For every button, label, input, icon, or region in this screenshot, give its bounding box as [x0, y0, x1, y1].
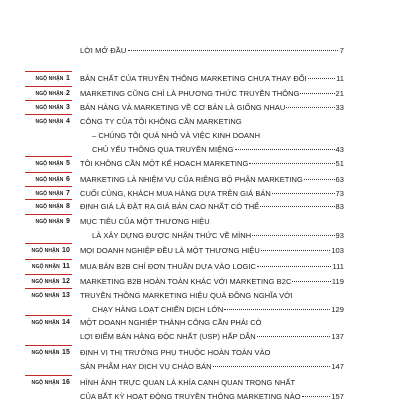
entry-label-number: 14 [62, 319, 70, 326]
entry-title-text: – CHÚNG TÔI QUÁ NHỎ VÀ VIỆC KINH DOANH [92, 131, 261, 141]
entry-title-text: HÌNH ẢNH TRỰC QUAN LÀ KHÍA CẠNH QUAN TRỌNG NHẤT [80, 378, 296, 387]
entry-red-rule [25, 288, 72, 289]
entry-red-rule [25, 186, 72, 187]
entry-label-text: NGỘ NHẬN [35, 177, 65, 183]
entry-label [0, 348, 70, 358]
entry-line [80, 202, 344, 211]
entry-line [80, 103, 344, 112]
entry-title-text: MARKETING CŨNG CHỈ LÀ PHƯƠNG THỨC TRUYỀN THÔNG [80, 89, 300, 98]
entry-label-number: 9 [66, 218, 70, 225]
entry-line [92, 145, 344, 154]
entry-label [0, 318, 70, 328]
entry-line [80, 89, 344, 98]
entry-label [0, 189, 70, 199]
entry-label [0, 202, 70, 212]
entry-label [0, 103, 70, 113]
dot-leader [128, 50, 337, 51]
entry-label-text: NGỘ NHẬN [35, 161, 65, 167]
entry-label-text: NGỘ NHẬN [35, 91, 65, 97]
entry-red-rule [25, 375, 72, 376]
dot-leader [261, 250, 331, 251]
entry-label-text: NGỘ NHẬN [35, 204, 65, 210]
dot-leader [235, 149, 335, 150]
entry-red-rule [25, 71, 72, 72]
entry-line [80, 362, 344, 371]
entry-line [80, 175, 344, 184]
entry-title-text: BÁN HÀNG VÀ MARKETING VỀ CƠ BẢN LÀ GIỐNG NHAU [80, 103, 286, 112]
entry-page-number: 157 [331, 392, 344, 401]
entry-page-number: 73 [335, 189, 344, 198]
dot-leader [308, 78, 335, 79]
dot-leader [257, 266, 332, 267]
entry-line [80, 348, 344, 357]
entry-page-number: 137 [331, 332, 344, 342]
entry-title-text: LỢI ĐIỂM BÁN HÀNG ĐỘC NHẤT (USP) HẤP DẪN [80, 332, 256, 342]
dot-leader [302, 396, 331, 397]
entry-label [0, 291, 70, 301]
entry-red-rule [25, 100, 72, 101]
entry-red-rule [25, 86, 72, 87]
entry-label-text: NGỘ NHẬN [31, 264, 62, 270]
entry-label-number: 8 [66, 203, 70, 210]
entry-label-number: 1 [66, 75, 70, 82]
entry-title-text: MARKETING LÀ NHIỆM VỤ CỦA RIÊNG BỘ PHẬN MARKETING [80, 175, 303, 184]
entry-page-number: 11 [336, 74, 344, 83]
entry-label-text: NGỘ NHẬN [31, 248, 61, 254]
entry-label-text: NGỘ NHẬN [35, 191, 65, 197]
entry-title-text: MỘT DOANH NGHIỆP THÀNH CÔNG CẦN PHẢI CÓ [80, 318, 262, 327]
entry-label-number: 13 [62, 292, 70, 299]
entry-line [80, 378, 344, 387]
entry-page-number: 21 [335, 89, 344, 98]
entry-label [0, 89, 70, 99]
entry-page-number: 129 [331, 305, 344, 315]
dot-leader [249, 163, 334, 164]
dot-leader [224, 309, 330, 310]
entry-label-number: 6 [66, 176, 70, 183]
entry-label-number: 12 [62, 278, 70, 285]
entry-line [80, 189, 344, 198]
entry-title-text: MỤC TIÊU CỦA MỘT THƯƠNG HIỆU [80, 217, 210, 226]
entry-label [0, 277, 70, 287]
entry-label-text: NGỘ NHẬN [31, 380, 61, 386]
entry-title-text: TÔI KHÔNG CẦN MỘT KẾ HOẠCH MARKETING [80, 159, 249, 168]
entry-page-number: 111 [332, 262, 344, 271]
entry-line [80, 246, 344, 255]
entry-red-rule [25, 243, 72, 244]
entry-title-text: MỌI DOANH NGHIỆP ĐỀU LÀ MỘT THƯƠNG HIỆU [80, 246, 260, 255]
entry-title-text: CUỐI CÙNG, KHÁCH MUA HÀNG DỰA TRÊN GIÁ BÁN [80, 189, 271, 198]
entry-label-text: NGỘ NHẬN [35, 105, 65, 111]
entry-label-text: NGỘ NHẬN [35, 219, 65, 225]
entry-label [0, 378, 70, 388]
entry-label-text: NGỘ NHẬN [35, 119, 65, 125]
entry-page-number: 43 [335, 145, 344, 155]
entry-title-text: CỦA BẤT KỲ HOẠT ĐỘNG TRUYỀN THÔNG MARKETING NÀO [80, 392, 301, 401]
entry-page-number: 83 [335, 202, 344, 211]
dot-leader [300, 93, 334, 94]
toc-preface-row[interactable] [80, 46, 344, 55]
entry-label [0, 246, 70, 256]
entry-label [0, 175, 70, 185]
entry-page-number: 93 [335, 231, 344, 241]
entry-label-number: 4 [66, 118, 70, 125]
entry-label [0, 217, 70, 227]
entry-title-text: TRUYỀN THÔNG MARKETING HIỆU QUẢ ĐỒNG NGHĨA VỚI [80, 291, 293, 300]
entry-label [0, 74, 70, 84]
entry-label-text: NGỘ NHẬN [35, 76, 65, 82]
entry-title-text: SẢN PHẨM HAY DỊCH VỤ CHÀO BÁN [80, 362, 212, 372]
preface-page-number: 7 [339, 46, 344, 55]
entry-title-text: ĐỊNH VỊ THỊ TRƯỜNG PHỤ THUỘC HOÀN TOÀN VÀO [80, 348, 271, 357]
entry-red-rule [25, 172, 72, 173]
entry-label-text: NGỘ NHẬN [31, 279, 61, 285]
entry-title-text: CHỦ YẾU THÔNG QUA TRUYỀN MIỆNG [92, 145, 234, 155]
entry-line [80, 74, 344, 83]
entry-label-text: NGỘ NHẬN [31, 320, 61, 326]
entry-title-text: MARKETING B2B HOÀN TOÀN KHÁC VỚI MARKETING B2C [80, 277, 292, 286]
entry-page-number: 51 [335, 159, 344, 168]
entry-label [0, 117, 70, 127]
entry-line [92, 231, 344, 240]
preface-title: LỜI MỞ ĐẦU [80, 46, 127, 55]
dot-leader [304, 179, 335, 180]
entry-red-rule [25, 274, 72, 275]
dot-leader [272, 193, 335, 194]
dot-leader [213, 366, 331, 367]
entry-label-number: 2 [66, 90, 70, 97]
entry-red-rule [25, 114, 72, 115]
entry-label-text: NGỘ NHẬN [31, 293, 61, 299]
dot-leader [286, 107, 334, 108]
dot-leader [252, 235, 334, 236]
entry-title-text: ĐỊNH GIÁ LÀ ĐẶT RA GIÁ BÁN CAO NHẤT CÓ THỂ [80, 202, 260, 211]
entry-label [0, 159, 70, 169]
entry-line [80, 159, 344, 168]
entry-red-rule [25, 345, 72, 346]
dot-leader [260, 206, 334, 207]
entry-page-number: 63 [335, 175, 344, 184]
entry-red-rule [25, 259, 72, 260]
entry-line [92, 131, 344, 140]
dot-leader [257, 336, 331, 337]
entry-title-text: MUA BÁN B2B CHỈ ĐƠN THUẦN DỰA VÀO LOGIC [80, 262, 256, 271]
entry-line [80, 332, 344, 341]
entry-label-number: 11 [62, 263, 70, 270]
entry-title-text: LÀ XÂY DỰNG ĐƯỢC NHẬN THỨC VỀ MÌNH [92, 231, 252, 241]
entry-label-number: 3 [66, 104, 70, 111]
entry-title-text: BẢN CHẤT CỦA TRUYỀN THÔNG MARKETING CHƯA THAY ĐỔI [80, 74, 307, 83]
entry-title-text: CHẠY HÀNG LOẠT CHIẾN DỊCH LỚN [92, 305, 224, 315]
entry-red-rule [25, 156, 72, 157]
entry-line [80, 277, 344, 286]
entry-page-number: 33 [335, 103, 344, 112]
entry-label-number: 5 [66, 160, 70, 167]
entry-label-number: 7 [66, 190, 70, 197]
entry-title-text: CÔNG TY CỦA TÔI KHÔNG CẦN MARKETING [80, 117, 242, 126]
entry-red-rule [25, 315, 72, 316]
entry-label-number: 16 [62, 379, 70, 386]
entry-page-number: 147 [331, 362, 344, 372]
entry-label [0, 262, 70, 272]
entry-red-rule [25, 199, 72, 200]
entry-line [80, 318, 344, 327]
entry-line [80, 217, 344, 226]
entry-line [80, 117, 344, 126]
entry-page-number: 119 [331, 277, 344, 286]
entry-line [92, 305, 344, 314]
entry-page-number: 103 [331, 246, 344, 255]
entry-label-number: 15 [62, 349, 70, 356]
entry-label-text: NGỘ NHẬN [31, 350, 61, 356]
entry-line [80, 291, 344, 300]
entry-label-number: 10 [62, 247, 70, 254]
dot-leader [292, 281, 330, 282]
entry-red-rule [25, 214, 72, 215]
entry-line [80, 262, 344, 271]
